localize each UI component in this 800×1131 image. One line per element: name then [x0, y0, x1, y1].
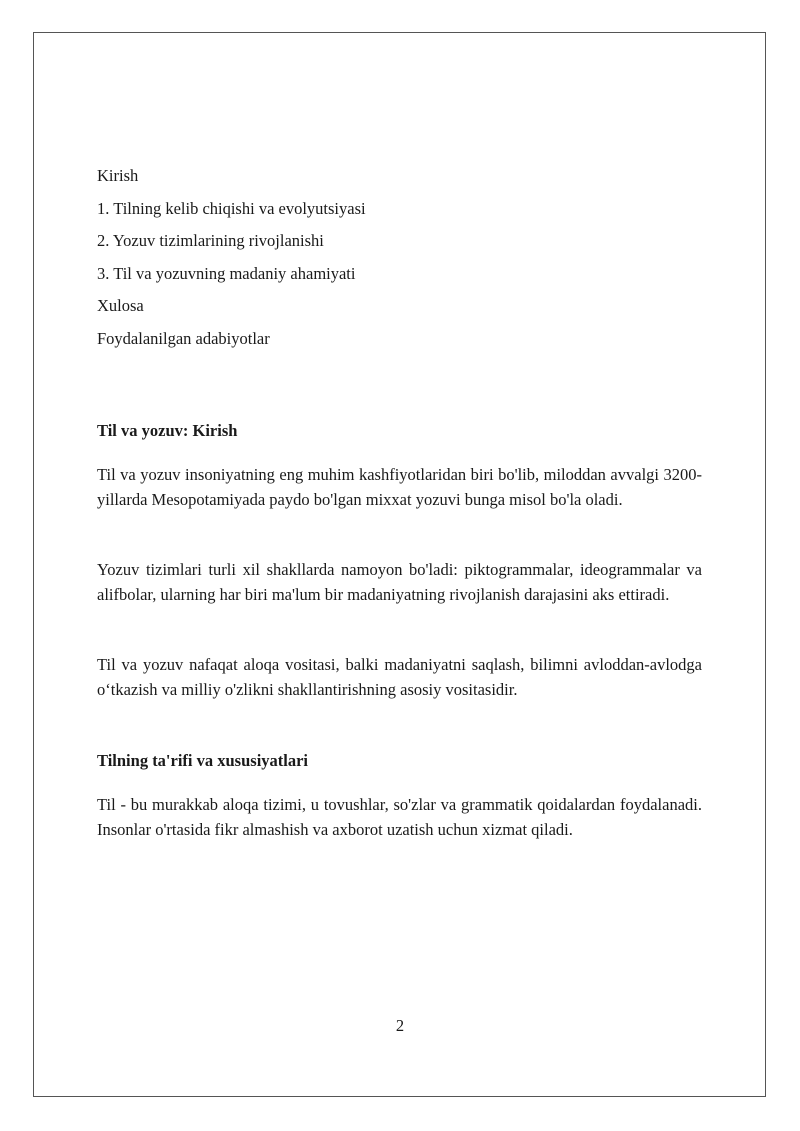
toc-item-references: Foydalanilgan adabiyotlar — [97, 328, 270, 348]
toc-item-chapter-2: 2. Yozuv tizimlarining rivojlanishi — [97, 231, 324, 250]
page-number: 2 — [395, 1016, 405, 1035]
toc-item-chapter-1: 1. Tilning kelib chiqishi va evolyutsiyasi — [97, 198, 366, 218]
section-heading-introduction: Til va yozuv: Kirish — [97, 421, 238, 440]
paragraph-4: Til - bu murakkab aloqa tizimi, u tovushlar, so'zlar va grammatik qoidalardan foydalanadi. Insonlar o'rtasida fikr almashish va axborot uzatish uchun xizmat qiladi. — [97, 795, 702, 839]
paragraph-1: Til va yozuv insoniyatning eng muhim kashfiyotlaridan biri bo'lib, miloddan avvalgi 3200-yillarda Mesopotamiyada paydo bo'lgan mixxat yozuvi bunga misol bo'la oladi. — [97, 465, 702, 509]
paragraph-3: Til va yozuv nafaqat aloqa vositasi, balki madaniyatni saqlash, bilimni avloddan-avlodga oʻtkazish va milliy o'zlikni shakllantirishning asosiy vositasidir. — [97, 655, 702, 699]
table-of-contents — [97, 160, 702, 355]
paragraph-2: Yozuv tizimlari turli xil shakllarda namoyon bo'ladi: piktogrammalar, ideogrammalar va alifbolar, ularning har biri ma'lum bir madaniyatning rivojlanish darajasini aks ettiradi. — [97, 560, 702, 604]
section-heading-definition: Tilning ta'rifi va xususiyatlari — [97, 751, 309, 770]
toc-item-chapter-3: 3. Til va yozuvning madaniy ahamiyati — [97, 263, 356, 283]
toc-item-introduction: Kirish — [97, 166, 139, 185]
page-content — [97, 160, 702, 842]
toc-item-conclusion: Xulosa — [97, 296, 144, 315]
